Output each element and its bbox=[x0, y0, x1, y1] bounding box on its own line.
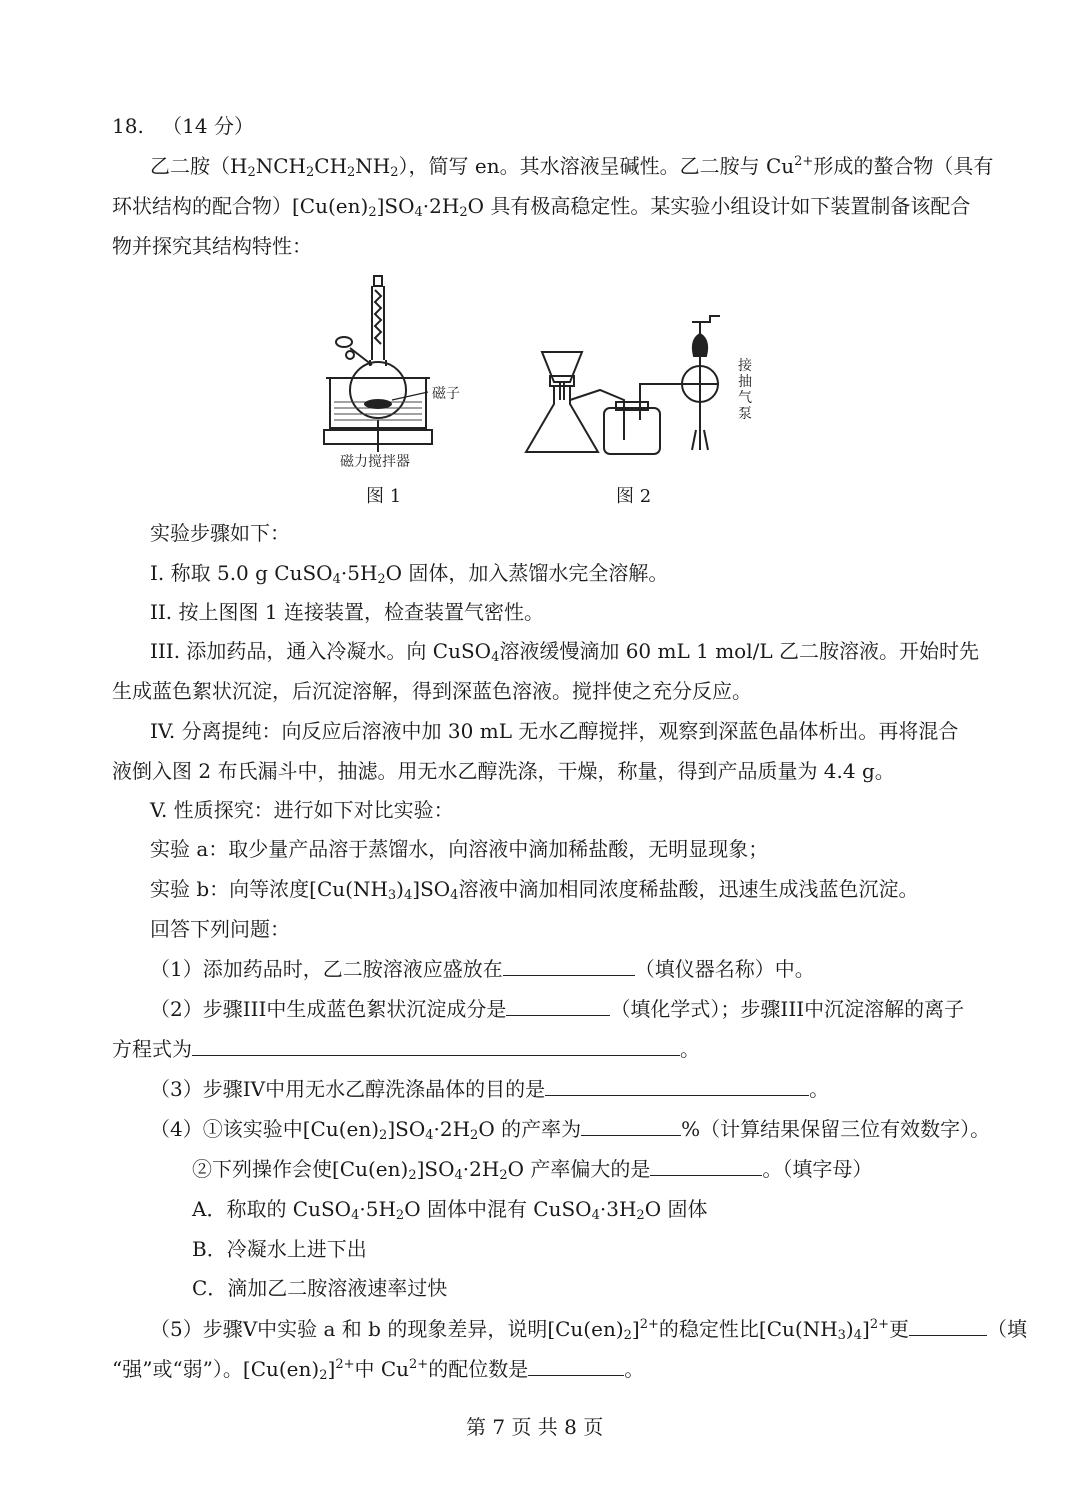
step-3-line-2: 生成蓝色絮状沉淀，后沉淀溶解，得到深蓝色溶液。搅拌使之充分反应。 bbox=[112, 679, 752, 703]
step-2: II. 按上图图 1 连接装置，检查装置气密性。 bbox=[150, 600, 544, 624]
question-3: （3）步骤IV中用无水乙醇洗涤晶体的目的是 。 bbox=[150, 1077, 830, 1101]
question-2-line-1: （2）步骤III中生成蓝色絮状沉淀成分是 （填化学式）；步骤III中沉淀溶解的离子 bbox=[150, 997, 965, 1021]
step-3-line-1: III. 添加药品，通入冷凝水。向 CuSO$_4$溶液缓慢滴加 60 mL 1 mol/L 乙二胺溶液。开始时先 bbox=[150, 639, 979, 665]
intro-line-3: 物并探究其结构特性： bbox=[112, 234, 312, 258]
answer-blank-4a[interactable] bbox=[581, 1115, 681, 1136]
question-5-line-2: “强”或“弱”）。$[Cu(en)_2]^{2+}$中 $Cu^{2+}$的配位数是 。 bbox=[112, 1357, 645, 1383]
step-4-line-1: IV. 分离提纯：向反应后溶液中加 30 mL 无水乙醇搅拌，观察到深蓝色晶体析出。再将混合 bbox=[150, 719, 959, 743]
figure-1-caption: 图 1 bbox=[366, 486, 402, 507]
pump-label-2: 抽 bbox=[738, 374, 752, 390]
figure-2-caption: 图 2 bbox=[616, 486, 652, 507]
pump-label-1: 接 bbox=[738, 358, 752, 374]
intro-line-2: 环状结构的配合物）$[Cu(en)_2]SO_4\cdot 2H_2O$ 具有极高稳定性。某实验小组设计如下装置制备该配合 bbox=[112, 194, 971, 220]
step-5: V. 性质探究：进行如下对比实验： bbox=[150, 798, 454, 822]
answer-blank-4b[interactable] bbox=[650, 1155, 762, 1176]
stirrer-label: 磁力搅拌器 bbox=[340, 454, 410, 470]
page-footer: 第 7 页 共 8 页 bbox=[466, 1415, 604, 1439]
pump-label-4: 泵 bbox=[738, 406, 752, 422]
question-4-part-1: （4）①该实验中$[Cu(en)_2]SO_4\cdot 2H_2O$ 的产率为 %（计算结果保留三位有效数字）。 bbox=[150, 1117, 991, 1143]
steps-title: 实验步骤如下： bbox=[150, 521, 290, 545]
option-b: B．冷凝水上进下出 bbox=[192, 1237, 367, 1261]
experiment-a: 实验 a：取少量产品溶于蒸馏水，向溶液中滴加稀盐酸，无明显现象； bbox=[150, 837, 769, 861]
question-4-part-2: ②下列操作会使$[Cu(en)_2]SO_4\cdot 2H_2O$ 产率偏大的是 。（填字母） bbox=[192, 1157, 873, 1183]
question-points: （14 分） bbox=[162, 114, 254, 138]
pump-label-3: 气 bbox=[738, 390, 752, 406]
answer-blank-3[interactable] bbox=[545, 1075, 809, 1096]
answer-prompt: 回答下列问题： bbox=[150, 917, 290, 941]
intro-line-1: 乙二胺$(H_2NCH_2CH_2NH_2)$，简写 en。其水溶液呈碱性。乙二胺与 $Cu^{2+}$形成的螯合物（具有 bbox=[150, 154, 994, 180]
option-c: C．滴加乙二胺溶液速率过快 bbox=[192, 1276, 448, 1300]
step-4-line-2: 液倒入图 2 布氏漏斗中，抽滤。用无水乙醇洗涤，干燥，称量，得到产品质量为 4.4 g。 bbox=[112, 759, 895, 783]
step-1: I. 称取 5.0 g $CuSO_4\cdot 5H_2O$ 固体，加入蒸馏水完全溶解。 bbox=[150, 561, 669, 587]
question-5-line-1: （5）步骤V中实验 a 和 b 的现象差异，说明$[Cu(en)_2]^{2+}$的稳定性比$[Cu(NH_3)_4]^{2+}$更 （填 bbox=[150, 1317, 1027, 1343]
answer-blank-2a[interactable] bbox=[506, 995, 610, 1016]
answer-blank-5b[interactable] bbox=[528, 1355, 624, 1376]
answer-blank-1[interactable] bbox=[503, 955, 635, 976]
question-1: （1）添加药品时，乙二胺溶液应盛放在 （填仪器名称）中。 bbox=[150, 957, 815, 981]
option-a: A．称取的 $CuSO_4\cdot 5H_2O$ 固体中混有 $CuSO_4\cdot 3H_2O$ 固体 bbox=[192, 1197, 708, 1223]
magnet-label: 磁子 bbox=[432, 386, 460, 402]
question-header bbox=[112, 112, 254, 140]
answer-blank-5a[interactable] bbox=[909, 1315, 987, 1336]
experiment-b: 实验 b：向等浓度$[Cu(NH_3)_4]SO_4$溶液中滴加相同浓度稀盐酸，迅速生成浅蓝色沉淀。 bbox=[150, 877, 919, 903]
figure-2-apparatus bbox=[520, 300, 780, 470]
question-number: 18. bbox=[112, 114, 144, 138]
answer-blank-2b[interactable] bbox=[192, 1035, 680, 1056]
figure-1-apparatus bbox=[320, 270, 480, 470]
question-2-line-2: 方程式为 。 bbox=[112, 1037, 700, 1061]
